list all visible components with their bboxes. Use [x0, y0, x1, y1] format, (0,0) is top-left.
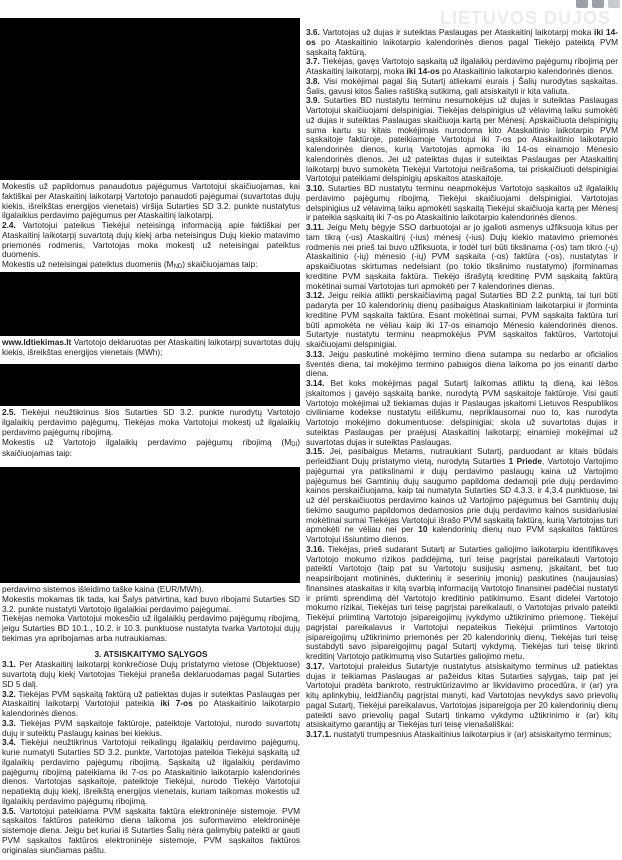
paragraph — [306, 545, 618, 662]
text-segment: 3.1. — [2, 659, 16, 670]
text-segment: Tiekėjui neužtikrinus Vartotojui reikalingų ilgalaikių perdavimo pajėgumų, kurie numatyti Sutarties SD 3.2. punkte, Vartotojas pateikia Tiekėjui sąskaitą už ilgalaikių perdavimo pajėgumų ribojimą. Sąskaitą už ilgalaikių perdavimo pajėgumų ribojimą pateikiama iki 7-os po Ataskaitinio laikotarpio kalendorinės dienos. Vartotojas sąskaitoje, pateiktoje Tiekėjui, nurodo Tiekėjo Vartotojui nepatiektą dujų kiekį, išreikštą energijos vienetais, kuriam taikomas mokestis už ilgalaikių perdavimo pajėgumų ribojimą. — [2, 737, 300, 806]
paragraph — [2, 595, 300, 615]
paragraph — [2, 338, 300, 358]
paragraph — [2, 438, 300, 460]
text-segment: Bet koks mokėjimas pagal Sutartį laikomas atliktu tą dieną, kai lėšos įskaitomos į gavėjo sąskaitą banke, nurodytą PVM sąskaitoje faktūroje. Visi gauti Vartotojo mokėjimai už tiekiamas dujas ir Paslaugas įskaitomi Lietuvos Respublikos civiliniame kodekse nustatytu eiliškumu, nepriklausomai nuo to, kas nurodyta Vartotojo mokėjimo dokumentuose: delspinigiai; skola už suvartotas dujas ir suteiktas Paslaugas per praėjusį Ataskaitinį laikotarpį; einamieji mokėjimai už suvartotas dujas ir suteiktas Paslaugas. — [306, 378, 618, 447]
text-segment: Tiekėjas, prieš sudarant Sutartį ar Sutarties galiojimo laikotarpiu identifikavęs Vartotojo mokumo rizikos padidėjimą, turi teisę pagrįstai pareikalauti Vartotojo pateikti Vartotojo (taip pat su Vartotoju susijusių asmenų, įskaitant, bet tuo neapsiribojant motininės, dukterinių ir seserinių įmonių) paskutines (naujausias) finansines ataskaitas ir kitą svarbią informaciją Vartotojo finansinei padėčiai nustatyti ir priimti sprendimą dėl Vartotojo kreditinio patikimumo. Esant didelei Vartotojo mokumo rizikai, Tiekėjas turi teisę pagrįstai pareikalauti, o Vartotojas privalo pateikti Tiekėjui priimtiną Vartotojo įsipareigojimų įvykdymo užtikrinimo priemonę. Tiekėjui pagrįstai pareikalavus ir Vartotojui nepateikus Tiekėjui priimtinos Vartotojo įsipareigojimų užtikrinimo priemonės per 20 kalendorinių dienų, Tiekėjas turi teisę sustabdyti savo įsipareigojimų pagal Sutartį vykdymą. Tiekėjas turi teisę tikrinti kreditinį Vartotojo patikimumą viso Sutarties galiojimo metu. — [306, 543, 618, 661]
section-heading — [2, 650, 300, 660]
paragraph — [2, 690, 300, 719]
paragraph — [306, 730, 618, 740]
paragraph — [2, 660, 300, 689]
text-segment: 3.17. — [306, 660, 325, 671]
text-segment: 10 — [418, 524, 428, 535]
paragraph — [2, 182, 300, 221]
text-segment: Vartotojui pateikiama PVM sąskaita faktūra elektroninėje sistemoje. PVM sąskaitos faktūros pateikimo diena laikoma jos suformavimo elektroninėje sistemoje diena. Jeigu bet kuriai iš Sutarties Šalių nėra galimybių pateikti ar gauti PVM sąskaitos faktūros elektroninėje sistemoje, PVM sąskaitos faktūros originalas siunčiamas paštu. — [2, 805, 300, 855]
text-segment: 3.7. — [306, 56, 320, 67]
toolbar-button[interactable] — [576, 0, 588, 8]
redacted-block — [0, 272, 300, 336]
text-segment: iki 14-os — [306, 27, 618, 47]
text-segment: ) skaičiuojamas taip: — [2, 436, 300, 459]
text-segment: DI — [291, 441, 298, 448]
text-segment: 3.13. — [306, 348, 325, 359]
paragraph — [2, 719, 300, 739]
text-segment: 2.4. — [2, 220, 16, 230]
text-segment: Jeigu Metų bėgyje SSO darbuotojai ar jo įgalioti asmenys užfiksuoja kitus per tam tikrą (-us) Ataskaitinį (-ius) mėnesį (-ius) Dujų kiekio matavimo priemonės rodmenis nei prieš tai buvo užfiksuota, ir todėl turi būti tikslinama (-os) tam tikro (-ų) Ataskaitinio (-ių) mėnesio (-ių) PVM sąskaita (-os) faktūra (-os), nustatytas ir apskaičiuotas skirtumas nedelsiant (po tokio tikslinimo nustatymo) įforminamas kreditine PVM sąskaita faktūra. Tiekėjo išrašytą kreditinę PVM sąskaitą faktūrą mokėtinai sumai Vartotojas turi apmokėti per 7 kalendorines dienas. — [306, 222, 618, 291]
text-segment: Sutarties BD nustatytu terminu neapmokėjus Vartotojo sąskaitos už ilgalaikių perdavimo pajėgumų ribojimą, Tiekėjui skaičiuojami delspinigiai. Vartotojas delspinigius už vėlavimą laiku apmokėti sąskaitą Tiekėjui skaičiuoja kartą per Mėnesį ir pateikia sąskaitą iki 7-os po Ataskaitinio laikotarpio kalendorinės dienos. — [306, 183, 618, 223]
text-segment: 3.9. — [306, 95, 320, 106]
text-segment: 3.8. — [306, 75, 320, 86]
text-segment: Mokestis už neteisingai pateiktus duomenis (M — [2, 259, 174, 269]
text-segment: 3.4. — [2, 737, 16, 748]
text-segment: Sutarties BD nustatytu terminu nesumokėjus už dujas ir suteiktas Paslaugas Vartotojui skaičiuojami delspinigiai. Tiekėjas delspinigius už vėlavimą laiku sumokėti už dujas ir suteiktas Paslaugas skaičiuoja kartą per Mėnesį. Apskaičiuota delspinigių suma kartu su kitais mokėjimais nurodoma kito Ataskaitinio laikotarpio PVM sąskaitoje faktūroje, pateikiamoje Vartotojui iki 7-os po Ataskaitinio laikotarpio kalendorinės dienos, kurią Vartotojas apmoka iki 14-os einamojo Mėnesio kalendorinės dienos. Jei už pateiktas dujas ir suteiktas Paslaugas per Ataskaitinį laikotarpį buvo sumokėta Tiekėjui Vartotojui neišrašoma, tai priskaičiuoti delspinigiai Vartotojui pateikiami delspinigių apskaitos ataskaitoje. — [306, 95, 618, 184]
paragraph — [306, 350, 618, 379]
text-segment: perdavimo sistemos išleidimo taške kaina (EUR/MWh). — [2, 584, 204, 594]
paragraph — [306, 379, 618, 447]
right-column — [306, 28, 618, 740]
paragraph — [306, 57, 618, 77]
text-segment: 3.6. — [306, 27, 320, 37]
paragraph — [306, 77, 618, 97]
text-segment: Visi mokėjimai pagal šią Sutartį atliekami eurais į Šalių nurodytas sąskaitas. Šalis, gavusi kitos Šalies raštišką sutikimą, gali atsiskaityti ir kita valiuta. — [306, 75, 618, 96]
text-segment: Mokestis už papildomus panaudotus pajėgumus Vartotojui skaičiuojamas, kai faktiškai per Ataskaitinį laikotarpį Vartotojo panaudoti pajėgumai (suvartotas dujų kiekis, išreikštas energijos vienetais) viršija Sutarties SD 3.2. punkte nustatytus ilgalaikius perdavimo pajėgumus per Ataskaitinį laikotarpį. — [2, 181, 300, 221]
paragraph — [2, 408, 300, 437]
paragraph — [2, 260, 300, 272]
text-segment: Tiekėjas, gavęs Vartotojo sąskaitą už ilgalaikių perdavimo pajėgumų ribojimą per Ataskaitinį laikotarpį, moka — [306, 56, 618, 76]
paragraph — [306, 28, 618, 57]
text-segment: Mokestis mokamas tik tada, kai Šalys patvirtina, kad buvo ribojami Sutarties SD 3.2. punkte nustatyti Vartotojo ilgalaikiai perdavimo pajėgumai. — [2, 593, 300, 614]
text-segment: 3.17.1. — [306, 729, 332, 739]
text-segment: 2.5. — [2, 407, 16, 418]
text-segment: Vartotojas už dujas ir suteiktas Paslaugas per Ataskaitinį laikotarpį moka — [319, 27, 595, 37]
text-segment: , Vartotojo Vartojimo pajėgumai yra patikslinami ir dujų perdavimo paslaugų kaina už Vartojimo pajėgumus bei Gamtinių dujų saugumo papildoma dedamoji prie dujų perdavimo kainos perskaičiuojama, kaip tai numatyta Sutarties SD 4.3.3. ir 4,3.4 punktuose, tai už dėl perskaičiuotos perdavimo kainos už Vartojimo pajėgumus bei Gamtinių dujų tiekimo saugumo papildomos dedamosios prie dujų perdavimo kainos susidariusiai mokėtinai sumai Tiekėjas Vartotojui išrašo PVM sąskaitą faktūrą, kurią Vartotojas turi apmokėti ne vėliau nei per — [306, 456, 618, 535]
text-segment: ) skaičiuojamas taip: — [182, 259, 258, 269]
text-segment: Vartotojui pateikus Tiekėjui neteisingą informaciją apie faktiškai per Ataskaitinį laikotarpį suvartotą dujų kiekį arba neteisingus Dujų kiekio matavimo priemonės rodmenis, Vartotojas moka mokestį už neteisingai pateiktus duomenis. — [2, 220, 300, 260]
text-segment: Tiekėjui neužtikrinus šios Sutarties SD 3.2. punkte nurodytų Vartotojo ilgalaikių perdavimo pajėgumų, Tiekėjas moka Vartotojui mokestį už ilgalaikių perdavimo pajėgumų ribojimą. — [2, 407, 300, 437]
text-segment: po Ataskaitinio laikotarpio kalendorinės dienos. — [439, 66, 615, 76]
text-segment: 3.3. — [2, 717, 16, 728]
text-segment: iki 14-os — [406, 66, 440, 76]
text-segment: po Ataskaitinio laikotarpio kalendorinės dienos. — [2, 698, 301, 718]
text-segment: Per Ataskaitinį laikotarpį konkrečiose Dujų pristatymo vietose (Objektuose) suvartotą dujų kiekį Vartotojas Tiekėjui praneša deklaruodamas pagal Sutarties SD 5 dalį. — [2, 659, 300, 689]
text-segment: 3.11. — [306, 222, 324, 232]
text-segment: iki 7-os — [160, 698, 193, 709]
paragraph — [2, 807, 300, 856]
text-segment: Tiekėjas nemoka Vartotojui mokesčio už ilgalaikių perdavimo pajėgumų ribojimą, jeigu Sutarties BD 10.1., 10.2. ir 10.3. punktuose nustatyta tvarka Vartotojui dujų tiekimas yra apribojamas arba nutraukiamas. — [2, 613, 300, 643]
paragraph — [2, 614, 300, 643]
text-segment: Jei, pasibaigus Metams, nutraukiant Sutartį, parduodant ar kitais būdais perleidžiant Dujų pristatymo vietą, nurodytą Sutarties — [306, 446, 618, 466]
paragraph — [306, 291, 618, 350]
text-segment: 3. ATSISKAITYMO SĄLYGOS — [94, 648, 208, 659]
paragraph — [306, 223, 618, 291]
paragraph — [306, 184, 618, 223]
text-segment: nustatyti trumpesnius Ataskaitinius laikotarpius ir (ar) atsiskaitymo terminus; — [331, 729, 612, 739]
paragraph — [306, 447, 618, 545]
toolbar-button[interactable] — [608, 0, 620, 8]
paragraph — [306, 662, 618, 730]
text-segment: kalendorinių dienų nuo PVM sąskaitos faktūros Vartotojui išsiuntimo dienos. — [306, 524, 619, 544]
text-segment: 3.10. — [306, 183, 325, 193]
text-segment: ND — [173, 264, 183, 270]
text-segment: 1 Priede — [508, 456, 542, 466]
text-segment: 3.14. — [306, 378, 325, 388]
text-segment: Vartotojui praleidus Sutartyje nustatytus atsiskaitymo terminus už patiektas dujas ir teikiamas Paslaugas ar pažeidus kitas Sutarties sąlygas, taip pat jei Vartotojui pradėta bankroto, restruktūrizavimo ar likvidavimo procedūra, ir (ar) yra kitų aplinkybių, leidžiančių pagrįstai manyti, kad Vartotojas nevykdys savo prievolių pagal Sutartį, Tiekėjui pareikalavus, Vartotojas įsipareigoja per 20 kalendorinių dienų pateikti savo prievolių pagal Sutartį tinkamo vykdymo užtikrinimo ir (ar) kitų atsiskaitymo garantijų ar Tiekėjas turi teisę vienašališkai: — [306, 660, 618, 730]
text-segment: 3.15. — [306, 446, 325, 457]
text-segment: 3.16. — [306, 543, 325, 554]
paragraph — [2, 738, 300, 806]
paragraph — [2, 221, 300, 260]
text-segment: 3.12. — [306, 290, 325, 301]
text-segment: Jeigu paskutinė mokėjimo termino diena sutampa su nedarbo ar oficialios šventės diena, tai mokėjimo termino pabaigos diena laikoma po jos einanti darbo diena. — [306, 348, 618, 379]
redacted-block — [0, 467, 300, 583]
redacted-block — [0, 18, 300, 180]
redacted-block — [0, 364, 300, 406]
logo-watermark: LIETUVOS DUJOS — [440, 8, 612, 28]
text-segment: Mokestis už Vartotojo ilgalaikių perdavimo pajėgumų ribojimą (M — [2, 436, 292, 447]
left-column — [2, 0, 300, 855]
text-segment: Tiekėjas PVM sąskaitą faktūrą už patiektas dujas ir suteiktas Paslaugas per Ataskaitinį laikotarpį Vartotojui pateikia — [2, 688, 300, 709]
text-segment: 3.2. — [2, 688, 16, 699]
text-segment: po Ataskaitinio laikotarpio kalendorinės dienos pagal Tiekėjo pateiktą PVM sąskaitą faktūrą. — [306, 36, 618, 57]
text-segment: 3.5. — [2, 805, 16, 816]
text-segment: Vartotojo deklaruotas per Ataskaitinį laikotarpį suvartotas dujų kiekis, išreikštas energijos vienetais (MWh); — [2, 336, 300, 357]
text-segment: Jeigu reikia atlikti perskaičiavimą pagal Sutarties BD 2.2 punktą, tai turi būti padaryta per 10 kalendorinių dienų pasibaigus Ataskaitiniam laikotarpiui ir įforminta kreditine PVM sąskaita faktūra. Esant mokėtinai sumai, PVM sąskaita faktūra turi būti apmokėta ne vėliau kaip iki 17-os einamojo Mėnesio kalendorinės dienos. Sutartyje nustatytu terminu neapmokėjus PVM sąskaitos faktūros, Vartotojui skaičiuojami delspinigiai. — [306, 290, 618, 349]
text-segment: www.ldtiekimas.lt — [2, 336, 72, 347]
toolbar-button[interactable] — [592, 0, 604, 8]
paragraph — [306, 96, 618, 184]
text-segment: Tiekėjas PVM sąskaitoje faktūroje, pateiktoje Vartotojui, nurodo suvartotų dujų ir suteiktų Paslaugų kainas bei kiekius. — [2, 717, 300, 738]
